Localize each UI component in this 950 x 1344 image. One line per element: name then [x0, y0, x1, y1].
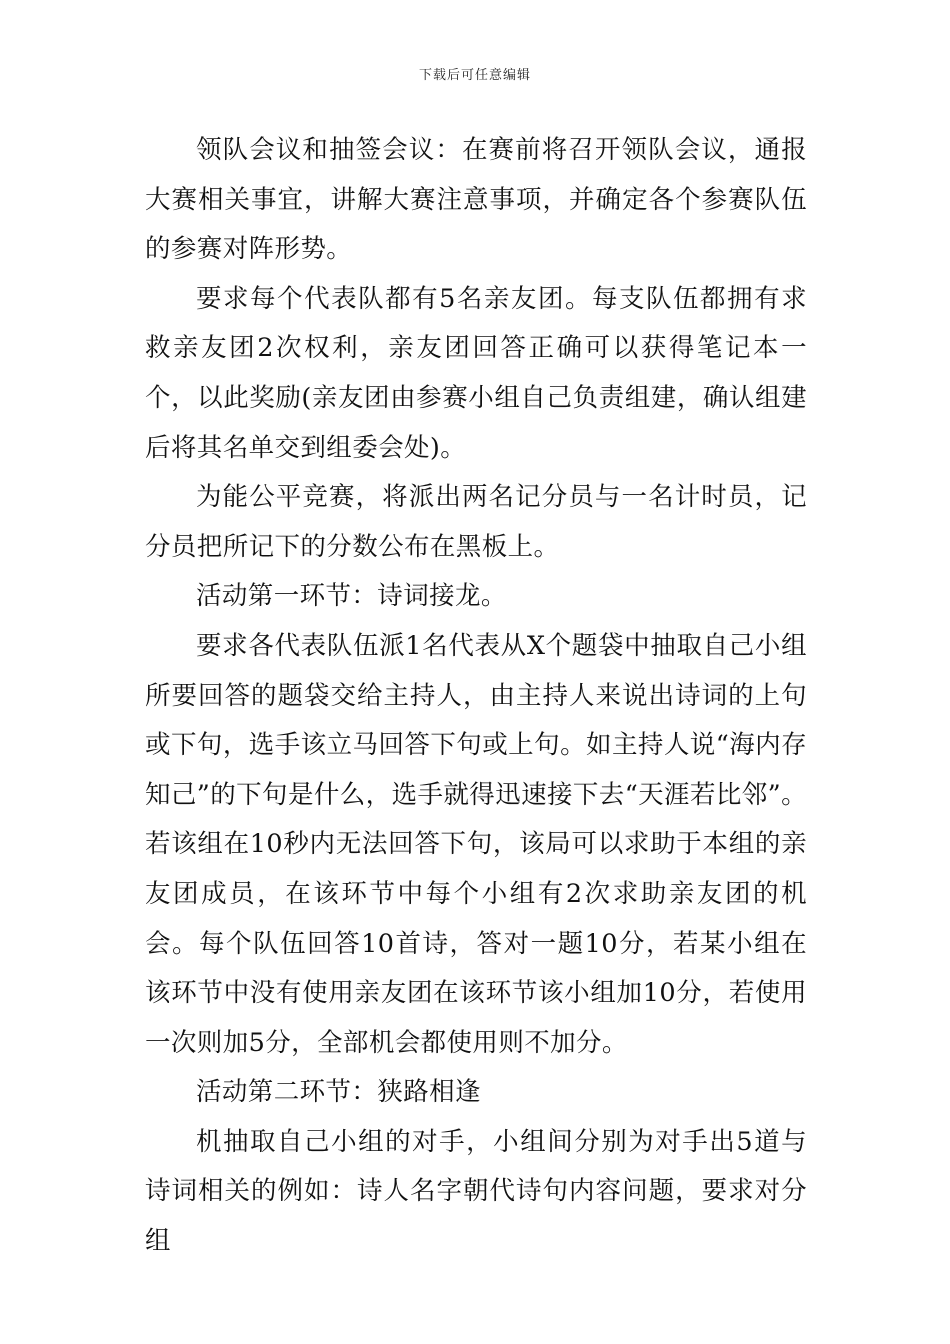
- paragraph-round-two-rules: 机抽取自己小组的对手，小组间分别为对手出5道与诗词相关的例如：诗人名字朝代诗句内容问题，要求对分组: [145, 1126, 807, 1257]
- section-heading-round-two: 活动第二环节：狭路相逢: [196, 1077, 481, 1108]
- paragraph-support-group: 要求每个代表队都有5名亲友团。每支队伍都拥有求救亲友团2次权利，亲友团回答正确可以获得笔记本一个，以此奖励(亲友团由参赛小组自己负责组建，确认组建后将其名单交到组委会处)。: [145, 283, 807, 463]
- document-body: [145, 126, 807, 1267]
- section-heading-round-one: 活动第一环节：诗词接龙。: [196, 581, 507, 612]
- paragraph-scorekeepers: 为能公平竞赛，将派出两名记分员与一名计时员，记分员把所记下的分数公布在黑板上。: [145, 482, 807, 562]
- page-header: 下载后可任意编辑: [418, 68, 531, 83]
- paragraph-round-one-rules: 要求各代表队伍派1名代表从X个题袋中抽取自己小组所要回答的题袋交给主持人，由主持人来说出诗词的上句或下句，选手该立马回答下句或上句。如主持人说“海内存知己”的下句是什么，选手就得迅速接下去“天涯若比邻”。若该组在10秒内无法回答下句，该局可以求助于本组的亲友团成员，在该环节中每个小组有2次求助亲友团的机会。每个队伍回答10首诗，答对一题10分，若某小组在该环节中没有使用亲友团在该环节该小组加10分，若使用一次则加5分，全部机会都使用则不加分。: [145, 630, 807, 1058]
- paragraph-meetings: 领队会议和抽签会议：在赛前将召开领队会议，通报大赛相关事宜，讲解大赛注意事项，并确定各个参赛队伍的参赛对阵形势。: [145, 135, 807, 265]
